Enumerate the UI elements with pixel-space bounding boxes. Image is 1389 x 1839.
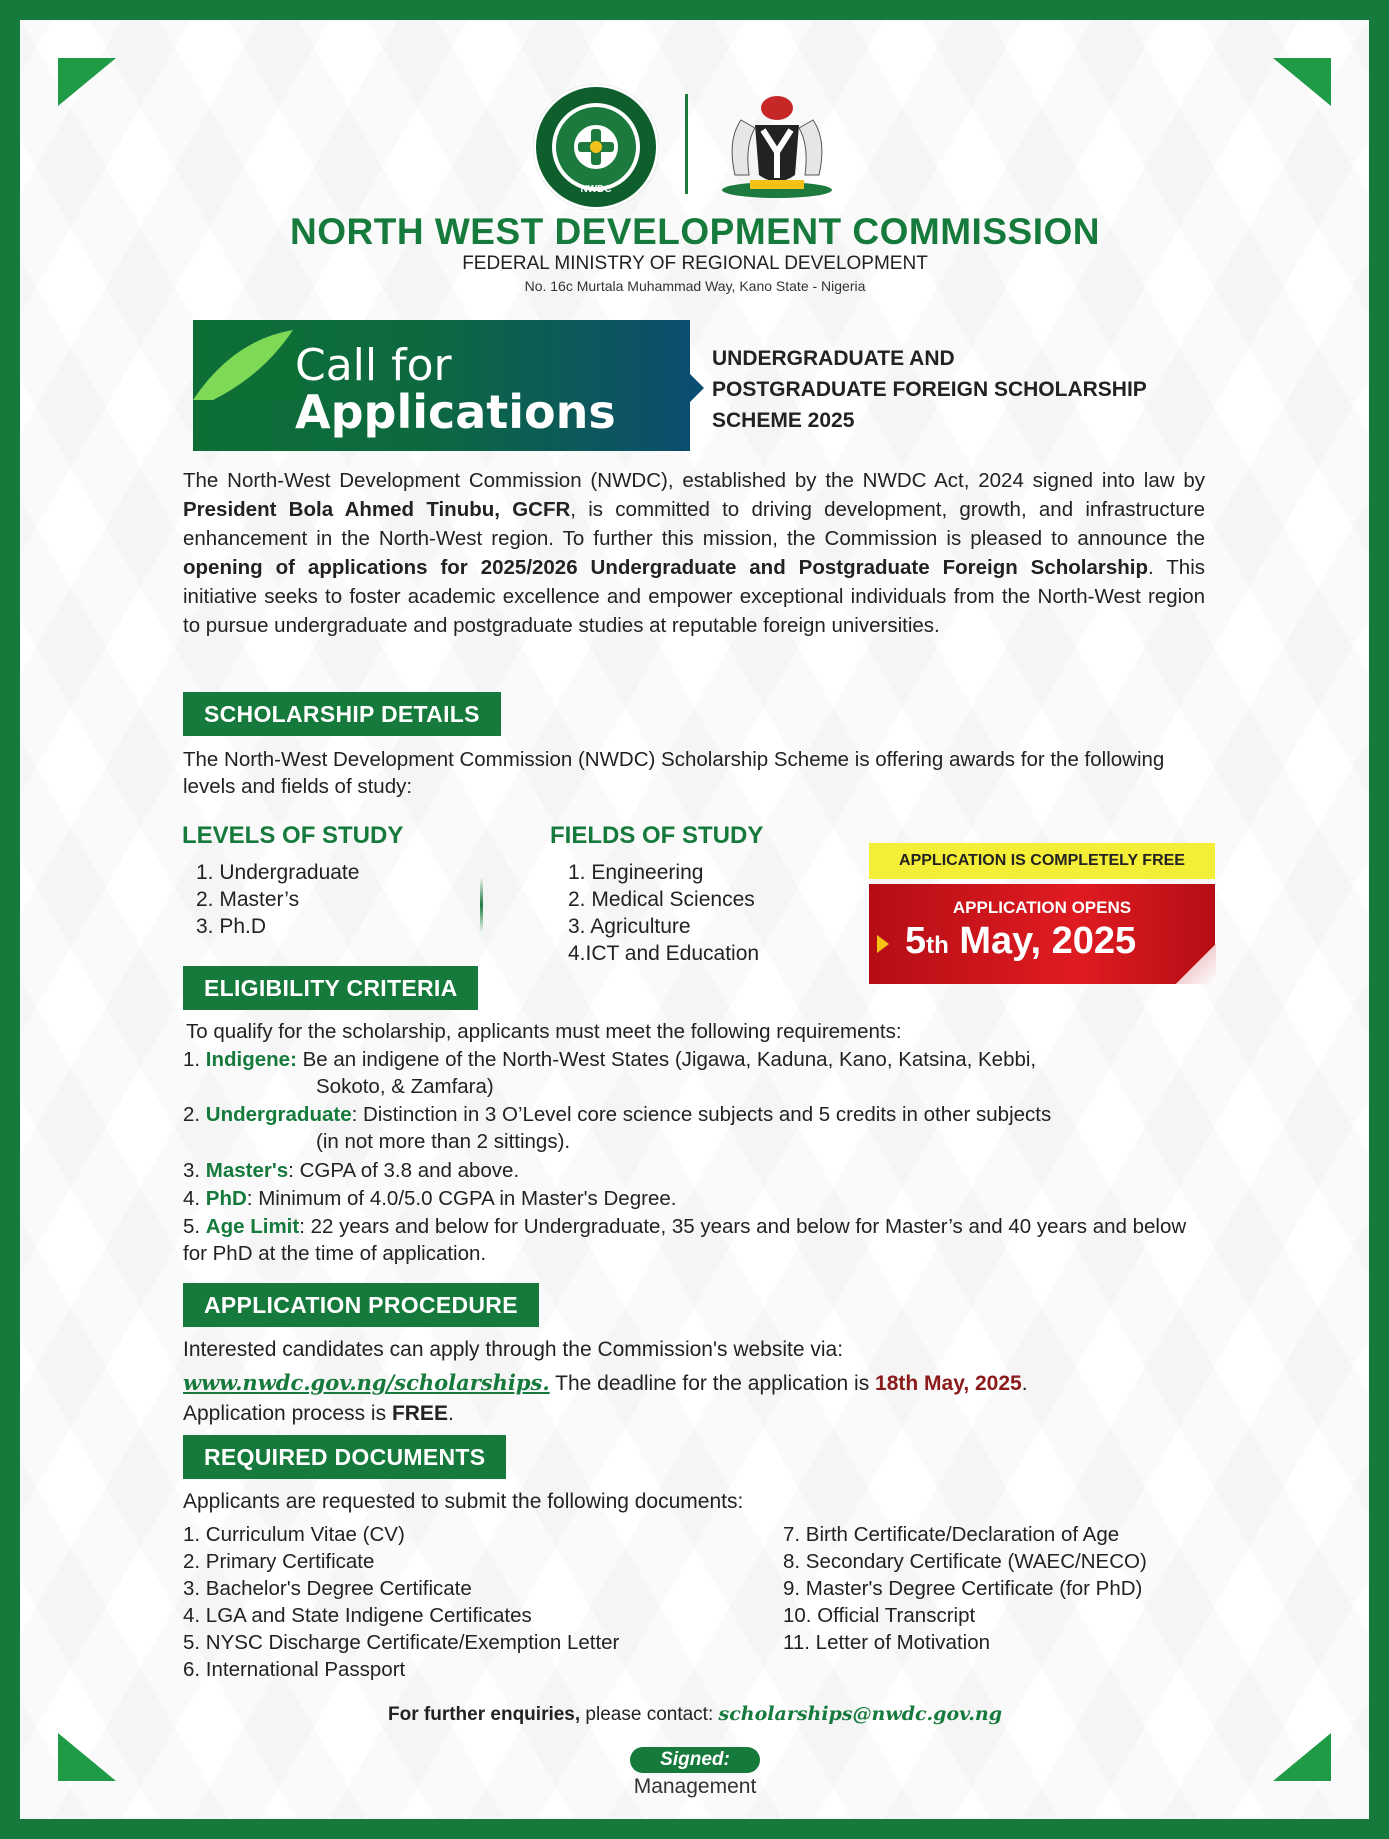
enquiry-line: [200, 1703, 1190, 1726]
coat-of-arms-icon: [705, 80, 850, 200]
corner-triangle-icon: [58, 58, 116, 106]
fields-list: [568, 859, 759, 967]
procedure-line: [183, 1402, 454, 1426]
documents-intro: Applicants are requested to submit the following documents:: [183, 1490, 744, 1513]
organization-title: NORTH WEST DEVELOPMENT COMMISSION: [290, 211, 1100, 252]
banner-pointer-icon: [690, 374, 704, 402]
logo-divider: [685, 94, 688, 194]
documents-list-left: [183, 1521, 619, 1683]
intro-bold: President Bola Ahmed Tinubu, GCFR: [183, 498, 571, 521]
list-item: 2. Master’s: [196, 888, 300, 911]
application-opens-label: APPLICATION OPENS: [952, 898, 1132, 917]
eligibility-item: [183, 1101, 1205, 1155]
eligibility-item: [183, 1213, 1205, 1267]
procedure-text: Application process is: [183, 1402, 392, 1425]
contact-email-link[interactable]: scholarships@nwdc.gov.ng: [718, 1703, 1002, 1725]
documents-list-right: [783, 1521, 1147, 1656]
list-item: 10. Official Transcript: [783, 1604, 976, 1627]
signatory: Management: [633, 1775, 757, 1798]
item-label: Indigene:: [205, 1048, 297, 1071]
page-curl-icon: [1176, 944, 1216, 984]
intro-paragraph: [183, 466, 1205, 640]
list-item: 6. International Passport: [183, 1658, 406, 1681]
item-label: Master's: [205, 1159, 289, 1182]
fields-heading: FIELDS OF STUDY: [550, 822, 764, 849]
free-application-badge: APPLICATION IS COMPLETELY FREE: [869, 843, 1215, 879]
item-continuation: (in not more than 2 sittings).: [316, 1130, 571, 1153]
corner-triangle-icon: [58, 1733, 116, 1781]
date-day: 5: [905, 920, 927, 962]
coat-of-arms: [705, 80, 850, 200]
item-continuation: Sokoto, & Zamfara): [316, 1075, 494, 1098]
play-arrow-icon: [877, 935, 889, 953]
procedure-text: .: [447, 1402, 454, 1425]
item-text: : CGPA of 3.8 and above.: [288, 1159, 520, 1182]
corner-triangle-icon: [1273, 1733, 1331, 1781]
list-item: 11. Letter of Motivation: [783, 1631, 991, 1654]
banner-line-2: Applications: [295, 385, 616, 439]
logo-ring-text: NWDC: [580, 184, 612, 195]
scheme-heading: [712, 343, 1212, 436]
organization-address: No. 16c Murtala Muhammad Way, Kano State - Nigeria: [524, 278, 866, 294]
item-label: Undergraduate: [205, 1103, 352, 1126]
eligibility-item: [183, 1185, 1205, 1212]
item-number: 3.: [183, 1159, 206, 1182]
enquiry-bold: For further enquiries,: [388, 1704, 581, 1725]
list-item: 3. Bachelor's Degree Certificate: [183, 1577, 472, 1600]
list-item: 4. LGA and State Indigene Certificates: [183, 1604, 532, 1627]
intro-text: , is committed to driving development, growth, and infrastructure enhancement in the North-West region. To further this mission, the Commission is pleased to announce the: [183, 498, 1205, 550]
section-tag-application-procedure: APPLICATION PROCEDURE: [183, 1283, 539, 1327]
intro-bold: opening of applications for 2025/2026 Undergraduate and Postgraduate Foreign Scholarship: [183, 556, 1149, 579]
item-text: : 22 years and below for Undergraduate, 35 years and below for Master’s and 40 years and below for PhD at the time of application.: [183, 1215, 1187, 1265]
scheme-heading-line: POSTGRADUATE FOREIGN SCHOLARSHIP: [712, 378, 1147, 401]
item-text: : Distinction in 3 O’Level core science subjects and 5 credits in other subjects: [351, 1103, 1052, 1126]
procedure-text: .: [1021, 1372, 1028, 1395]
section-tag-required-documents: REQUIRED DOCUMENTS: [183, 1435, 506, 1479]
scheme-heading-line: UNDERGRADUATE AND: [712, 347, 955, 370]
list-item: 5. NYSC Discharge Certificate/Exemption Letter: [183, 1631, 620, 1654]
item-number: 1.: [183, 1048, 206, 1071]
list-item: 2. Primary Certificate: [183, 1550, 375, 1573]
details-text: The North-West Development Commission (NWDC) Scholarship Scheme is offering awards for the following levels and fields of study:: [183, 748, 1165, 798]
free-label: FREE: [391, 1402, 448, 1425]
list-item: 8. Secondary Certificate (WAEC/NECO): [783, 1550, 1147, 1573]
item-text: Be an indigene of the North-West States (Jigawa, Kaduna, Kano, Katsina, Kebbi,: [296, 1048, 1037, 1071]
item-number: 2.: [183, 1103, 206, 1126]
nwdc-logo: [533, 84, 659, 210]
item-label: PhD: [205, 1187, 247, 1210]
procedure-text: The deadline for the application is: [549, 1372, 876, 1395]
procedure-line: [183, 1370, 1028, 1396]
signed-badge: Signed:: [630, 1747, 760, 1773]
levels-heading: LEVELS OF STUDY: [182, 822, 404, 849]
eligibility-item: [183, 1046, 1205, 1100]
page-curl-icon: [193, 330, 303, 400]
corner-triangle-icon: [1273, 58, 1331, 106]
list-item: 3. Agriculture: [568, 915, 691, 938]
eligibility-intro: To qualify for the scholarship, applicants must meet the following requirements:: [186, 1020, 902, 1043]
date-rest: May, 2025: [948, 920, 1137, 962]
scheme-heading-line: SCHEME 2025: [712, 409, 855, 432]
section-tag-eligibility: ELIGIBILITY CRITERIA: [183, 966, 478, 1010]
procedure-line: Interested candidates can apply through the Commission's website via:: [183, 1338, 844, 1361]
column-divider: [480, 876, 483, 934]
enquiry-text: please contact:: [580, 1704, 719, 1725]
item-text: : Minimum of 4.0/5.0 CGPA in Master's Degree.: [246, 1187, 677, 1210]
section-tag-scholarship-details: SCHOLARSHIP DETAILS: [183, 692, 501, 736]
deadline-date: 18th May, 2025: [875, 1372, 1022, 1395]
intro-text: . This initiative seeks to foster academic excellence and empower exceptional individuals from the North-West region to pursue undergraduate and postgraduate studies at reputable foreign universities.: [183, 556, 1205, 637]
list-item: 4.ICT and Education: [568, 942, 760, 965]
ministry-name: FEDERAL MINISTRY OF REGIONAL DEVELOPMENT: [462, 253, 928, 274]
list-item: 1. Undergraduate: [196, 861, 360, 884]
application-opens-date: [905, 920, 1136, 963]
list-item: 7. Birth Certificate/Declaration of Age: [783, 1523, 1120, 1546]
eligibility-item: [183, 1157, 1205, 1184]
levels-list: [196, 859, 359, 940]
intro-text: The North-West Development Commission (NWDC), established by the NWDC Act, 2024 signed into law by: [183, 469, 1205, 492]
list-item: 2. Medical Sciences: [568, 888, 755, 911]
item-label: Age Limit: [205, 1215, 300, 1238]
item-number: 4.: [183, 1187, 206, 1210]
date-suffix: th: [926, 932, 949, 959]
item-number: 5.: [183, 1215, 206, 1238]
scholarship-website-link[interactable]: www.nwdc.gov.ng/scholarships.: [183, 1370, 550, 1395]
list-item: 1. Engineering: [568, 861, 704, 884]
banner-line-1: Call for: [295, 340, 452, 391]
list-item: 1. Curriculum Vitae (CV): [183, 1523, 405, 1546]
list-item: 9. Master's Degree Certificate (for PhD): [783, 1577, 1143, 1600]
list-item: 3. Ph.D: [196, 915, 267, 938]
